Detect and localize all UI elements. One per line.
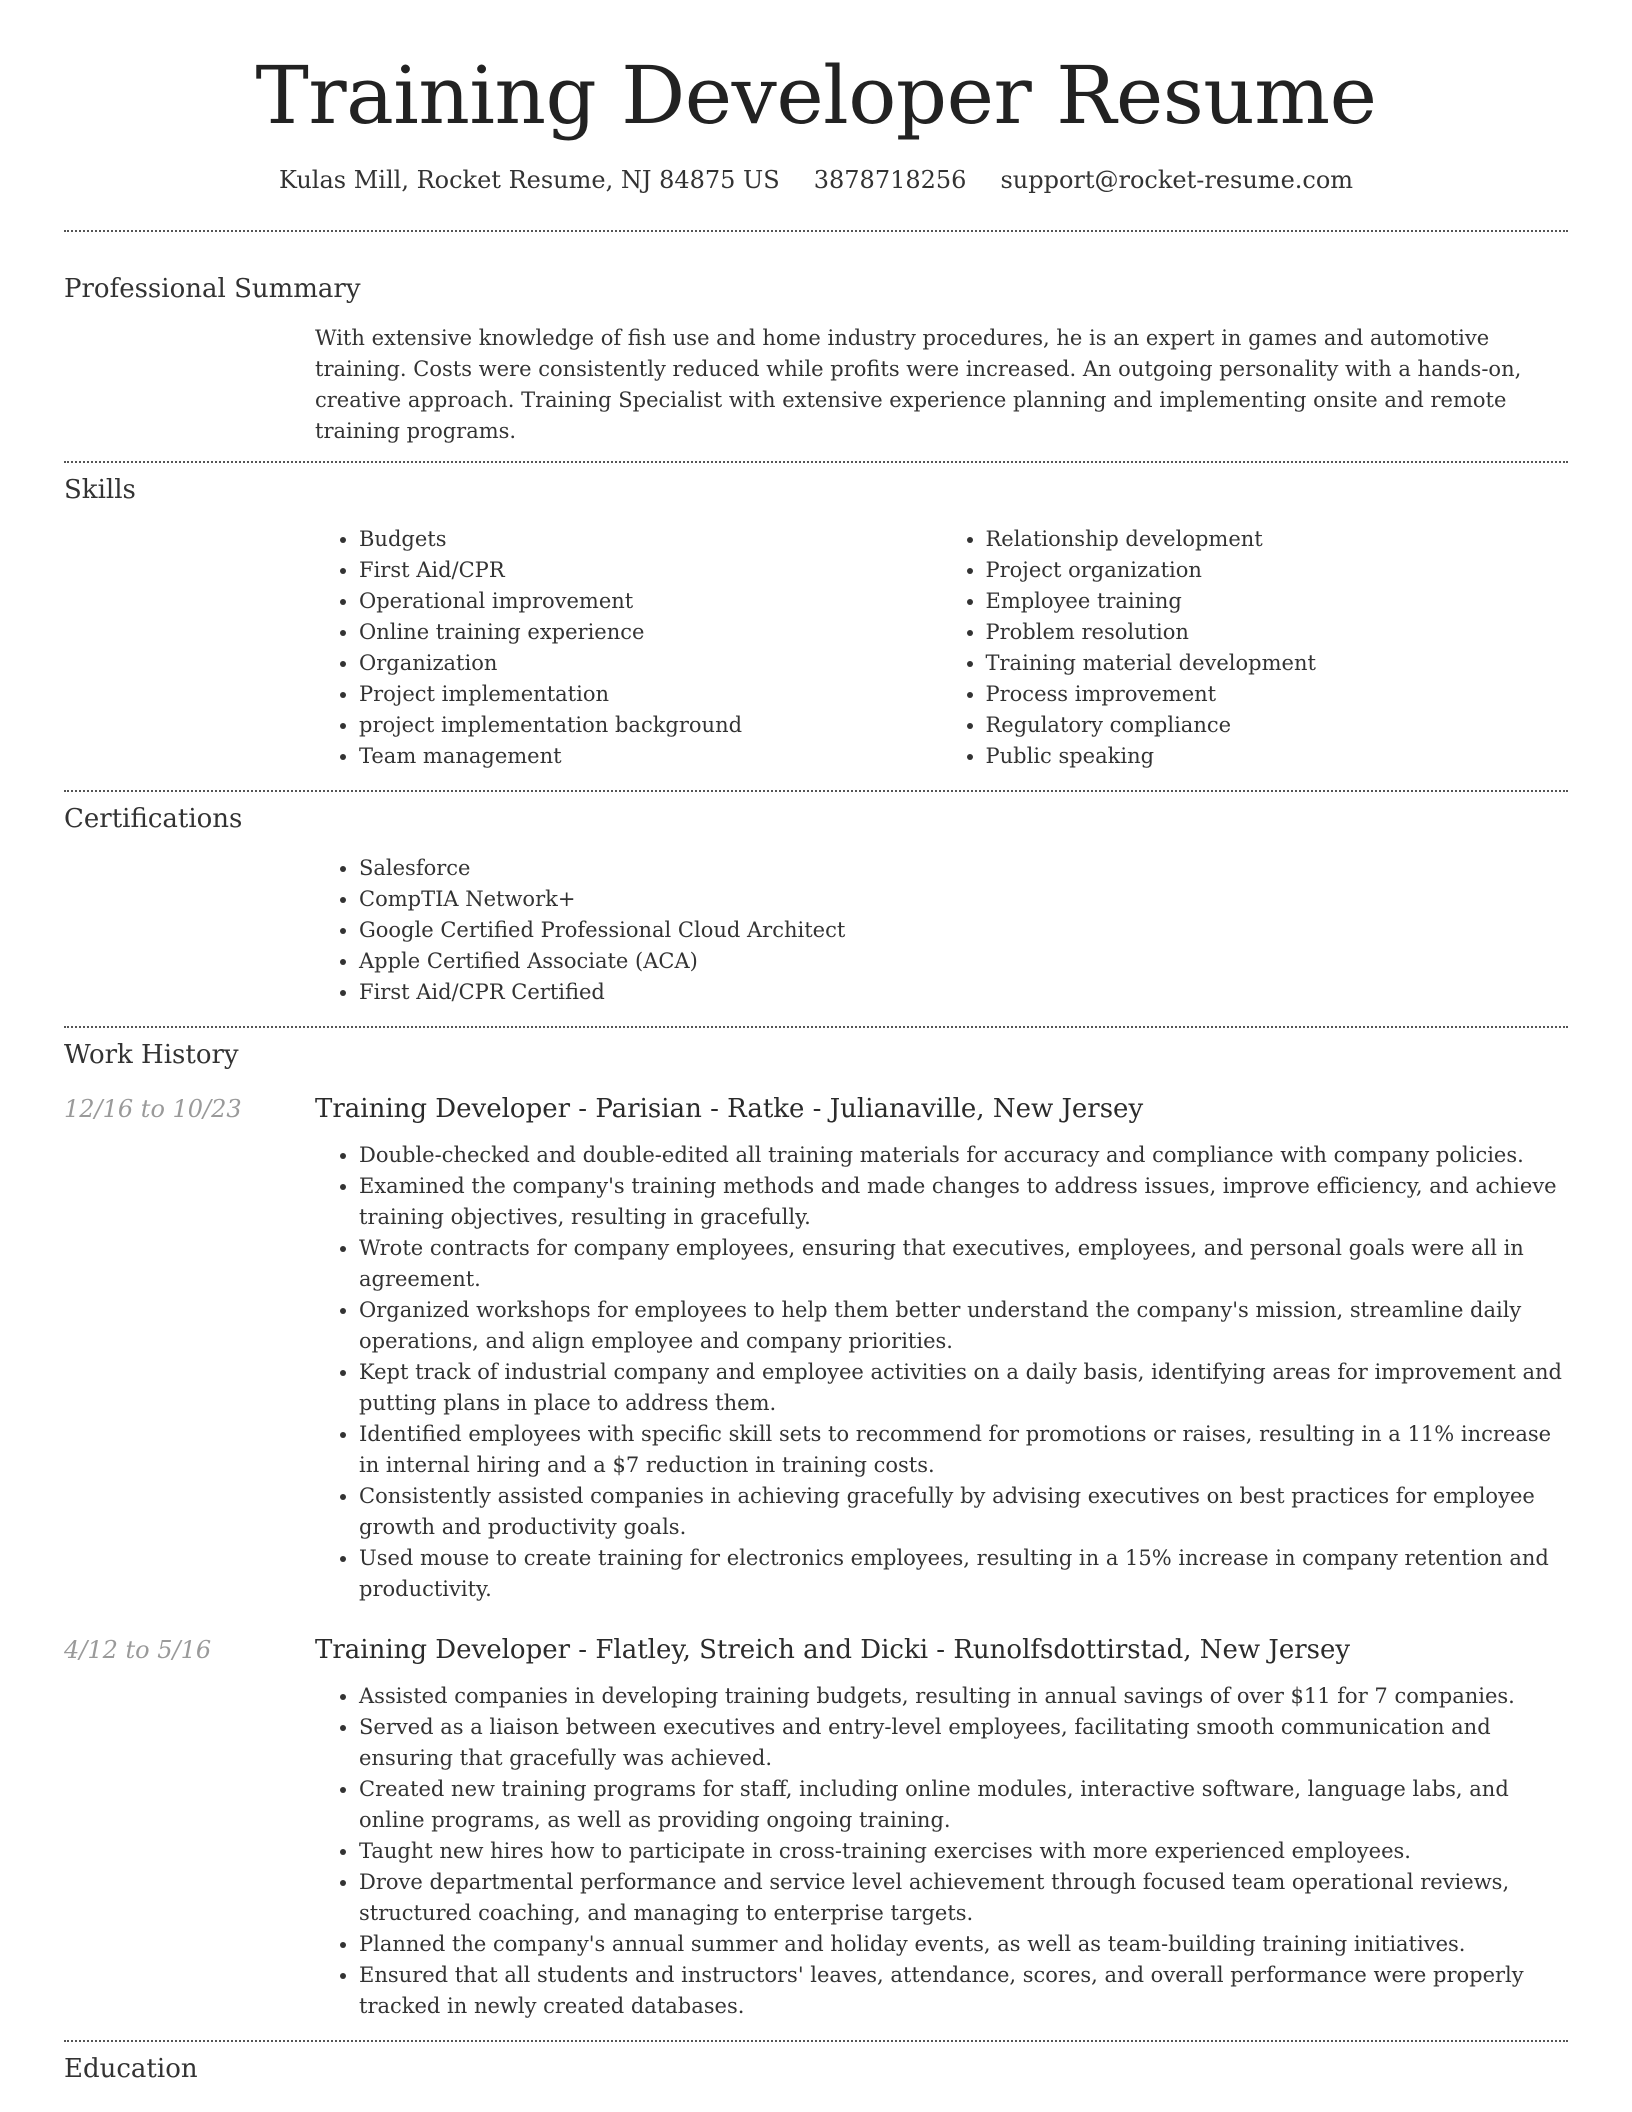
education-section <box>64 2054 1568 2084</box>
work-history-section <box>64 1040 1568 2022</box>
certifications-body <box>315 853 1568 1008</box>
section-divider <box>64 1026 1568 1028</box>
skills-section <box>64 475 1568 772</box>
skill-item: • First Aid/CPR <box>359 555 942 586</box>
job-entry <box>64 1635 1568 2022</box>
skill-item: • Project implementation <box>359 679 942 710</box>
skill-item: • Process improvement <box>986 679 1569 710</box>
contact-address: Kulas Mill, Rocket Resume, NJ 84875 US <box>278 166 780 194</box>
job-bullet: • Ensured that all students and instructors' leaves, attendance, scores, and overall performance were properly tracked in newly created databases. <box>359 1960 1568 2022</box>
section-divider <box>64 461 1568 463</box>
skill-item: • Training material development <box>986 648 1569 679</box>
skill-item: • Public speaking <box>986 741 1569 772</box>
summary-text: With extensive knowledge of fish use and home industry procedures, he is an expert in games and automotive training. Costs were consistently reduced while profits were increased. An outgoing personality with a hands-on, creative approach. Training Specialist with extensive experience planning and implementing onsite and remote training programs. <box>315 326 1522 443</box>
skill-item: • Operational improvement <box>359 586 942 617</box>
job-dates: 4/12 to 5/16 <box>64 1636 212 1664</box>
certification-item: • First Aid/CPR Certified <box>359 977 1568 1008</box>
job-entry <box>64 1094 1568 1605</box>
job-bullet: • Drove departmental performance and service level achievement through focused team operational reviews, structured coaching, and managing to enterprise targets. <box>359 1867 1568 1929</box>
job-bullet: • Consistently assisted companies in achieving gracefully by advising executives on best practices for employee growth and productivity goals. <box>359 1481 1568 1543</box>
skills-columns <box>315 524 1568 772</box>
job-bullet: • Created new training programs for staff, including online modules, interactive software, language labs, and online programs, as well as providing ongoing training. <box>359 1774 1568 1836</box>
resume-title: Training Developer Resume <box>255 49 1377 142</box>
skill-item: • Budgets <box>359 524 942 555</box>
skills-list-left <box>315 524 942 772</box>
contact-email: support@rocket-resume.com <box>1000 166 1354 194</box>
job-title: Training Developer - Flatley, Streich and Dicki - Runolfsdottirstad, New Jersey <box>315 1635 1351 1665</box>
job-bullet: • Served as a liaison between executives and entry-level employees, facilitating smooth communication and ensuring that gracefully was achieved. <box>359 1712 1568 1774</box>
resume-page <box>64 0 1568 2084</box>
skill-item: • Employee training <box>986 586 1569 617</box>
skill-item: • project implementation background <box>359 710 942 741</box>
certification-item: • Apple Certified Associate (ACA) <box>359 946 1568 977</box>
skill-item: • Organization <box>359 648 942 679</box>
certification-item: • Salesforce <box>359 853 1568 884</box>
job-bullets <box>315 1140 1568 1605</box>
job-bullet-list <box>315 1140 1568 1605</box>
contact-phone: 3878718256 <box>813 166 967 194</box>
skill-item: • Team management <box>359 741 942 772</box>
work-history-heading: Work History <box>64 1040 239 1070</box>
skill-item: • Problem resolution <box>986 617 1569 648</box>
certifications-heading: Certifications <box>64 804 243 834</box>
section-divider <box>64 790 1568 792</box>
education-heading: Education <box>64 2054 198 2084</box>
certifications-section <box>64 804 1568 1008</box>
job-bullet: • Assisted companies in developing training budgets, resulting in annual savings of over $11 for 7 companies. <box>359 1681 1568 1712</box>
summary-section <box>64 274 1568 447</box>
section-divider <box>64 230 1568 232</box>
job-bullet: • Examined the company's training methods and made changes to address issues, improve efficiency, and achieve training objectives, resulting in gracefully. <box>359 1171 1568 1233</box>
summary-heading: Professional Summary <box>64 274 361 304</box>
job-dates: 12/16 to 10/23 <box>64 1095 242 1123</box>
skill-item: • Online training experience <box>359 617 942 648</box>
certification-item: • Google Certified Professional Cloud Architect <box>359 915 1568 946</box>
job-bullet: • Kept track of industrial company and employee activities on a daily basis, identifying areas for improvement and putting plans in place to address them. <box>359 1357 1568 1419</box>
certification-item: • CompTIA Network+ <box>359 884 1568 915</box>
skill-item: • Regulatory compliance <box>986 710 1569 741</box>
contact-line <box>64 166 1568 194</box>
job-bullet: • Wrote contracts for company employees, ensuring that executives, employees, and personal goals were all in agreement. <box>359 1233 1568 1295</box>
skills-list-right <box>942 524 1569 772</box>
skill-item: • Project organization <box>986 555 1569 586</box>
job-bullet: • Used mouse to create training for electronics employees, resulting in a 15% increase in company retention and productivity. <box>359 1543 1568 1605</box>
section-divider <box>64 2040 1568 2042</box>
job-bullets <box>315 1681 1568 2022</box>
job-bullet: • Planned the company's annual summer and holiday events, as well as team-building training initiatives. <box>359 1929 1568 1960</box>
certifications-list <box>315 853 1568 1008</box>
job-header <box>64 1094 1568 1124</box>
skill-item: • Relationship development <box>986 524 1569 555</box>
job-header <box>64 1635 1568 1665</box>
skills-heading: Skills <box>64 475 136 505</box>
job-title: Training Developer - Parisian - Ratke - Julianaville, New Jersey <box>315 1094 1144 1124</box>
job-bullet: • Taught new hires how to participate in cross-training exercises with more experienced employees. <box>359 1836 1568 1867</box>
job-bullet: • Double-checked and double-edited all training materials for accuracy and compliance with company policies. <box>359 1140 1568 1171</box>
job-bullet: • Identified employees with specific skill sets to recommend for promotions or raises, resulting in a 11% increase in internal hiring and a $7 reduction in training costs. <box>359 1419 1568 1481</box>
job-bullet-list <box>315 1681 1568 2022</box>
job-bullet: • Organized workshops for employees to help them better understand the company's mission, streamline daily operations, and align employee and company priorities. <box>359 1295 1568 1357</box>
